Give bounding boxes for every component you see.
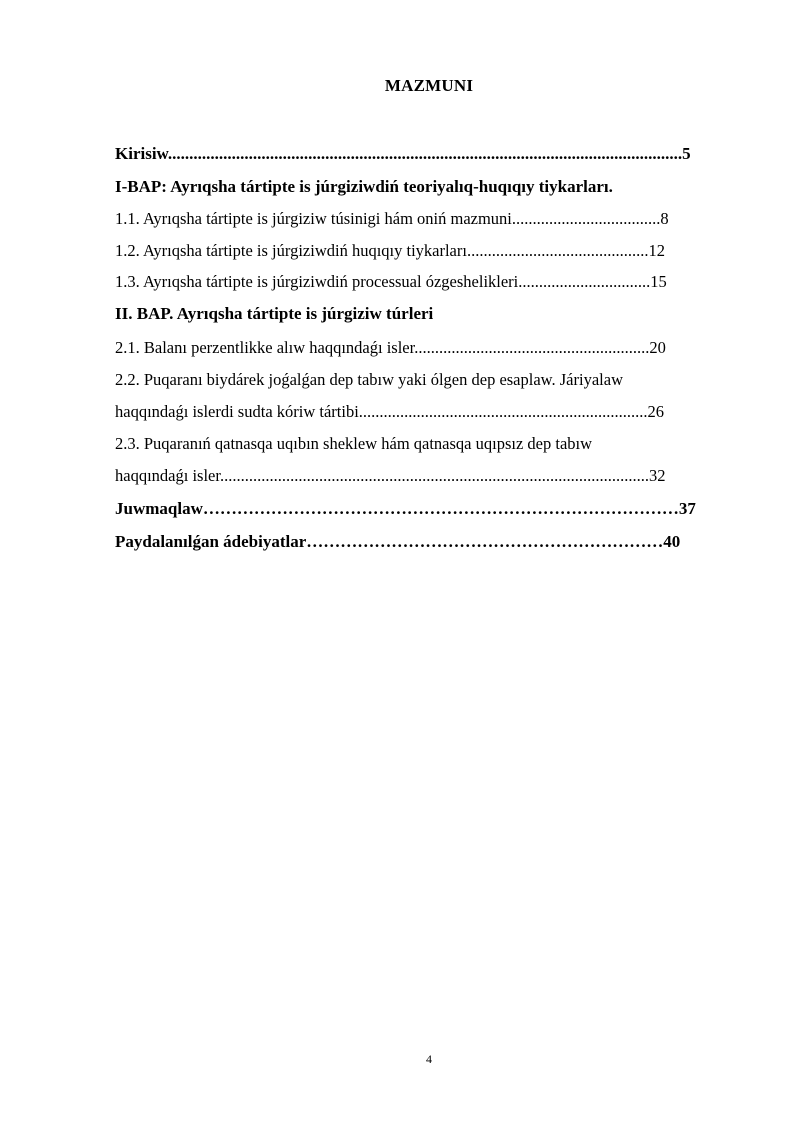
toc-entry-conclusion[interactable]: Juwmaqlaw…………………………………………………………………………37 — [115, 499, 696, 518]
toc-entry-2-1[interactable]: 2.1. Balanı perzentlikke alıw haqqındaǵı isler.........................................................20 — [115, 338, 666, 357]
toc-entry-2-2-line-2[interactable]: haqqındaǵı islerdi sudta kóriw tártibi......................................................................26 — [115, 402, 665, 421]
page-title: MAZMUNI — [384, 76, 474, 95]
toc-entry-2-3-line-2[interactable]: haqqındaǵı isler........................................................................................................32 — [115, 466, 666, 485]
toc-entry-references[interactable]: Paydalanılǵan ádebiyatlar………………………………………………………40 — [115, 532, 681, 551]
toc-entry-2-3-line-1[interactable]: 2.3. Puqaranıń qatnasqa uqıbın sheklew hám qatnasqa uqıpsız dep tabıw — [115, 434, 593, 453]
toc-chapter-1-heading[interactable]: I-BAP: Ayrıqsha tártipte is júrgiziwdiń teoriyalıq-huqıqıy tiykarları. — [115, 177, 613, 196]
toc-entry-2-2-line-1[interactable]: 2.2. Puqaranı biydárek joǵalǵan dep tabıw yaki ólgen dep esaplaw. Járiyalaw — [115, 370, 623, 389]
toc-entry-1-1[interactable]: 1.1. Ayrıqsha tártipte is júrgiziw túsinigi hám oniń mazmuni....................................8 — [115, 209, 669, 228]
toc-entry-1-2[interactable]: 1.2. Ayrıqsha tártipte is júrgiziwdiń huqıqıy tiykarları............................................12 — [115, 241, 665, 260]
page-number: 4 — [426, 1052, 432, 1066]
toc-chapter-2-heading[interactable]: II. BAP. Ayrıqsha tártipte is júrgiziw túrleri — [115, 304, 434, 323]
toc-entry-1-3[interactable]: 1.3. Ayrıqsha tártipte is júrgiziwdiń processual ózgeshelikleri................................15 — [115, 272, 667, 291]
toc-entry-introduction[interactable]: Kirisiw.........................................................................................................................5 — [115, 144, 691, 163]
